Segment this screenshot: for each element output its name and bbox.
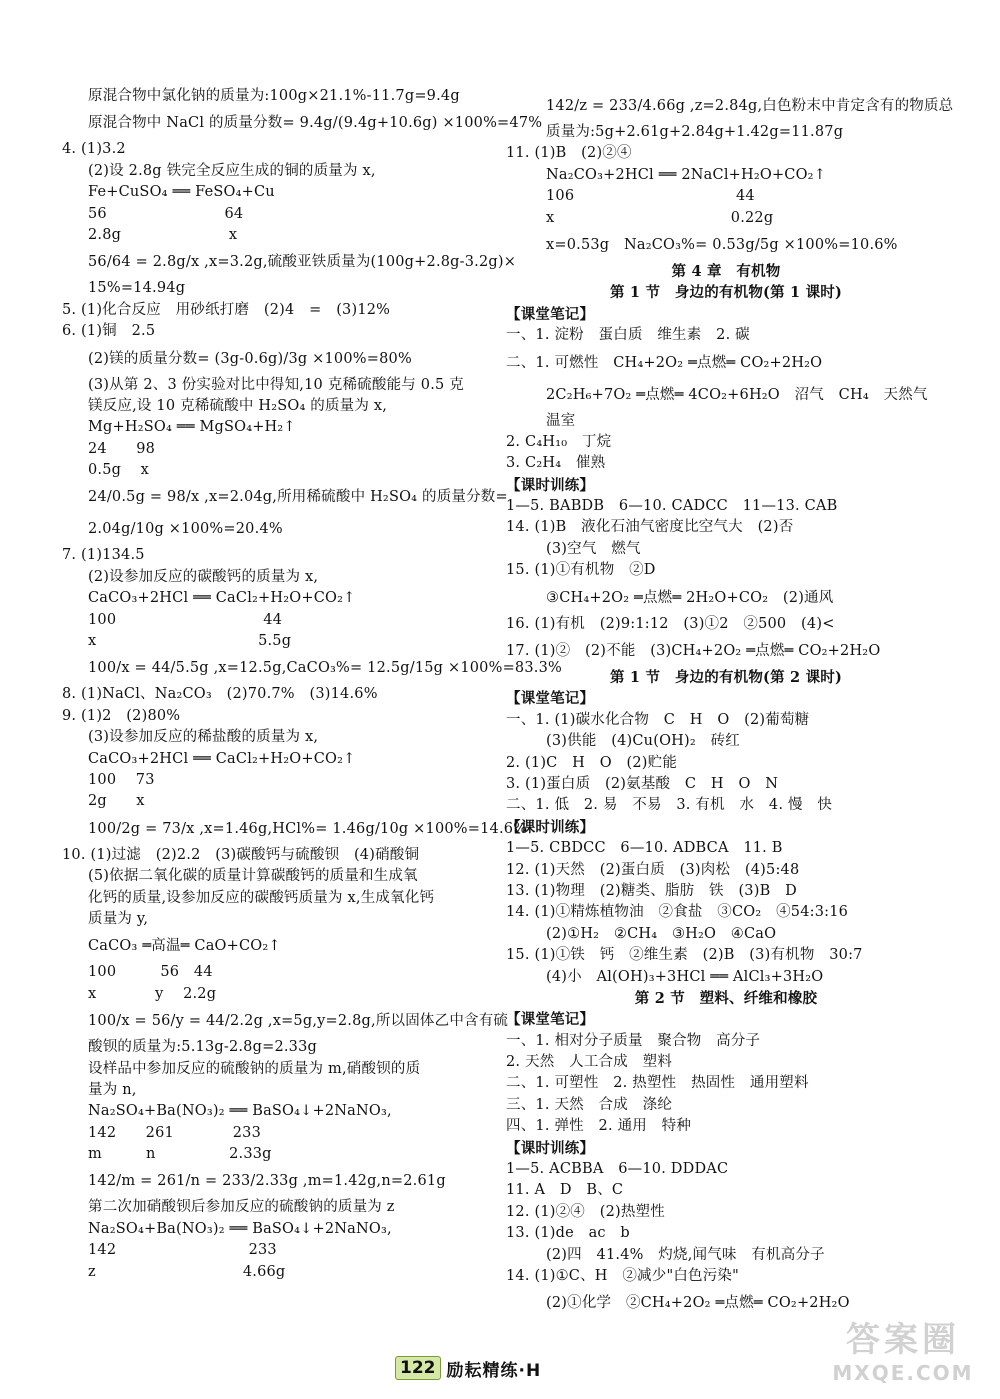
- text-line: ③CH₄+2O₂ ═点燃═ 2H₂O+CO₂ (2)通风: [546, 589, 834, 606]
- text-line: 100 44: [88, 611, 283, 628]
- text-line: 15. (1)①有机物 ②D: [506, 562, 656, 579]
- text-line: 100/2g = 73/x ,x=1.46g,HCl%= 1.46g/10g ×100%=14.6%: [88, 820, 528, 837]
- text-line: 原混合物中氯化钠的质量为:100g×21.1%-11.7g=9.4g: [88, 88, 460, 104]
- text-line: z 4.66g: [88, 1263, 286, 1280]
- subsection-label: 【课堂笔记】: [506, 305, 595, 323]
- text-line: 100/x = 56/y = 44/2.2g ,x=5g,y=2.8g,所以固体乙中含有硫: [88, 1013, 509, 1030]
- text-line: 原混合物中 NaCl 的质量分数= 9.4g/(9.4g+10.6g) ×100%=47%: [88, 115, 543, 132]
- text-line: 二、1. 可塑性 2. 热塑性 热固性 通用塑料: [506, 1075, 809, 1092]
- text-line: 15%=14.94g: [88, 280, 186, 297]
- text-line: 四、1. 弹性 2. 通用 特种: [506, 1118, 692, 1135]
- text-line: 11. (1)B (2)②④: [506, 145, 632, 162]
- text-line: (2)镁的质量分数= (3g-0.6g)/3g ×100%=80%: [88, 350, 412, 367]
- text-line: 二、1. 低 2. 易 不易 3. 有机 水 4. 慢 快: [506, 797, 833, 814]
- text-line: Mg+H₂SO₄ ══ MgSO₄+H₂↑: [88, 419, 296, 436]
- text-line: 1—5. ACBBA 6—10. DDDAC: [506, 1161, 729, 1178]
- text-line: (2)四 41.4% 灼烧,闻气味 有机高分子: [546, 1246, 825, 1263]
- watermark-text: 答案圈: [846, 1320, 960, 1360]
- subsection-label: 【课时训练】: [506, 476, 595, 494]
- section-heading: 第 2 节 塑料、纤维和橡胶: [634, 989, 818, 1007]
- text-line: Fe+CuSO₄ ══ FeSO₄+Cu: [88, 184, 275, 201]
- text-line: (2)①H₂ ②CH₄ ③H₂O ④CaO: [546, 925, 777, 942]
- subsection-label: 【课时训练】: [506, 818, 595, 836]
- text-line: 2.04g/10g ×100%=20.4%: [88, 521, 283, 538]
- text-line: 14. (1)B 液化石油气密度比空气大 (2)否: [506, 519, 794, 536]
- text-line: 15. (1)①铁 钙 ②维生素 (2)B (3)有机物 30:7: [506, 947, 863, 964]
- text-line: 酸钡的质量为:5.13g-2.8g=2.33g: [88, 1039, 318, 1056]
- text-line: 5. (1)化合反应 用砂纸打磨 (2)4 = (3)12%: [62, 301, 391, 318]
- text-line: CaCO₃+2HCl ══ CaCl₂+H₂O+CO₂↑: [88, 590, 356, 607]
- text-line: m n 2.33g: [88, 1146, 272, 1163]
- text-line: 24/0.5g = 98/x ,x=2.04g,所用稀硫酸中 H₂SO₄ 的质量分数=: [88, 489, 508, 506]
- section-heading: 第 1 节 身边的有机物(第 1 课时): [609, 284, 843, 302]
- text-line: 56/64 = 2.8g/x ,x=3.2g,硫酸亚铁质量为(100g+2.8g-3.2g)×: [88, 254, 517, 271]
- text-line: x=0.53g Na₂CO₃%= 0.53g/5g ×100%=10.6%: [546, 236, 898, 253]
- text-line: 56 64: [88, 205, 244, 222]
- watermark: [818, 1320, 988, 1395]
- text-line: 10. (1)过滤 (2)2.2 (3)碳酸钙与硫酸钡 (4)硝酸铜: [62, 846, 420, 863]
- text-line: 一、1. 相对分子质量 聚合物 高分子: [506, 1032, 761, 1049]
- text-line: 2. 天然 人工合成 塑料: [506, 1054, 673, 1071]
- text-line: (3)空气 燃气: [546, 540, 641, 557]
- text-line: 14. (1)①精炼植物油 ②食盐 ③CO₂ ④54:3:16: [506, 904, 849, 921]
- right-column: [506, 90, 954, 1319]
- watermark-url: MXQE.COM: [832, 1361, 974, 1385]
- text-line: 二、1. 可燃性 CH₄+2O₂ ═点燃═ CO₂+2H₂O: [506, 354, 823, 371]
- text-line: 质量为:5g+2.61g+2.84g+1.42g=11.87g: [546, 124, 844, 140]
- text-line: (2)设 2.8g 铁完全反应生成的铜的质量为 x,: [88, 162, 376, 179]
- text-line: 第二次加硝酸钡后参加反应的硫酸钠的质量为 z: [88, 1199, 395, 1216]
- text-line: (4)小 Al(OH)₃+3HCl ══ AlCl₃+3H₂O: [546, 968, 824, 985]
- text-line: CaCO₃+2HCl ══ CaCl₂+H₂O+CO₂↑: [88, 750, 356, 767]
- text-line: 1—5. CBDCC 6—10. ADBCA 11. B: [506, 840, 783, 857]
- text-line: 2. C₄H₁₀ 丁烷: [506, 433, 612, 450]
- subsection-label: 【课堂笔记】: [506, 690, 595, 708]
- text-line: x 0.22g: [546, 209, 774, 226]
- text-line: (2)①化学 ②CH₄+2O₂ ═点燃═ CO₂+2H₂O: [546, 1295, 850, 1312]
- text-line: 三、1. 天然 合成 涤纶: [506, 1096, 673, 1113]
- text-line: 142/z = 233/4.66g ,z=2.84g,白色粉末中肯定含有的物质总: [546, 98, 954, 114]
- text-line: 12. (1)天然 (2)蛋白质 (3)肉松 (4)5:48: [506, 861, 800, 878]
- text-line: 一、1. (1)碳水化合物 C H O (2)葡萄糖: [506, 711, 810, 728]
- page-number: 122: [395, 1356, 441, 1380]
- text-line: 质量为 y,: [88, 910, 149, 927]
- text-line: 14. (1)①C、H ②减少"白色污染": [506, 1267, 739, 1284]
- text-line: 6. (1)铜 2.5: [62, 323, 156, 340]
- text-line: (5)依据二氧化碳的质量计算碳酸钙的质量和生成氧: [88, 868, 418, 885]
- text-line: 2C₂H₆+7O₂ ═点燃═ 4CO₂+6H₂O 沼气 CH₄ 天然气: [546, 386, 928, 403]
- subsection-label: 【课时训练】: [506, 1139, 595, 1157]
- text-line: 一、1. 淀粉 蛋白质 维生素 2. 碳: [506, 327, 750, 344]
- text-line: 3. (1)蛋白质 (2)氨基酸 C H O N: [506, 775, 779, 792]
- text-line: 17. (1)② (2)不能 (3)CH₄+2O₂ ═点燃═ CO₂+2H₂O: [506, 643, 881, 660]
- text-line: 7. (1)134.5: [62, 547, 145, 564]
- text-line: 化钙的质量,设参加反应的碳酸钙质量为 x,生成氧化钙: [88, 889, 435, 906]
- text-line: (3)供能 (4)Cu(OH)₂ 砖红: [546, 733, 740, 750]
- text-line: 24 98: [88, 440, 156, 457]
- text-line: 8. (1)NaCl、Na₂CO₃ (2)70.7% (3)14.6%: [62, 686, 378, 703]
- text-line: 2. (1)C H O (2)贮能: [506, 754, 678, 771]
- text-line: 142/m = 261/n = 233/2.33g ,m=1.42g,n=2.61g: [88, 1173, 446, 1190]
- text-line: 142 261 233: [88, 1124, 262, 1141]
- text-line: Na₂SO₄+Ba(NO₃)₂ ══ BaSO₄↓+2NaNO₃,: [88, 1103, 392, 1120]
- text-line: 16. (1)有机 (2)9:1:12 (3)①2 ②500 (4)<: [506, 615, 835, 632]
- text-line: 9. (1)2 (2)80%: [62, 707, 181, 724]
- text-line: x y 2.2g: [88, 985, 217, 1002]
- text-line: (3)从第 2、3 份实验对比中得知,10 克稀硫酸能与 0.5 克: [88, 376, 464, 393]
- text-line: 4. (1)3.2: [62, 141, 126, 158]
- text-line: 镁反应,设 10 克稀硫酸中 H₂SO₄ 的质量为 x,: [88, 397, 388, 414]
- text-line: 2.8g x: [88, 226, 238, 243]
- brand-name: 励耘精练·H: [446, 1360, 542, 1381]
- text-line: 100/x = 44/5.5g ,x=12.5g,CaCO₃%= 12.5g/15g ×100%=83.3%: [88, 660, 562, 677]
- text-line: 1—5. BABDB 6—10. CADCC 11—13. CAB: [506, 498, 838, 515]
- text-line: Na₂CO₃+2HCl ══ 2NaCl+H₂O+CO₂↑: [546, 166, 827, 183]
- text-line: 量为 n,: [88, 1081, 137, 1098]
- text-line: 100 73: [88, 771, 155, 788]
- text-line: 106 44: [546, 188, 755, 205]
- text-line: Na₂SO₄+Ba(NO₃)₂ ══ BaSO₄↓+2NaNO₃,: [88, 1220, 392, 1237]
- chapter-heading: 第 4 章 有机物: [671, 262, 781, 280]
- text-line: (2)设参加反应的碳酸钙的质量为 x,: [88, 568, 319, 585]
- text-line: 13. (1)de ac b: [506, 1225, 630, 1242]
- text-line: 温室: [546, 412, 576, 429]
- subsection-label: 【课堂笔记】: [506, 1011, 595, 1029]
- text-line: 100 56 44: [88, 964, 213, 981]
- text-line: 设样品中参加反应的硫酸钠的质量为 m,硝酸钡的质: [88, 1060, 421, 1077]
- page-footer: [395, 1355, 595, 1381]
- text-line: 0.5g x: [88, 462, 150, 479]
- text-line: 11. A D B、C: [506, 1182, 624, 1199]
- text-line: 3. C₂H₄ 催熟: [506, 455, 606, 472]
- text-line: 13. (1)物理 (2)糖类、脂肪 铁 (3)B D: [506, 882, 797, 899]
- text-line: CaCO₃ ═高温═ CaO+CO₂↑: [88, 938, 281, 955]
- section-heading: 第 1 节 身边的有机物(第 2 课时): [609, 669, 843, 687]
- text-line: (3)设参加反应的稀盐酸的质量为 x,: [88, 729, 319, 746]
- text-line: 12. (1)②④ (2)热塑性: [506, 1203, 665, 1220]
- text-line: x 5.5g: [88, 633, 292, 650]
- text-line: 2g x: [88, 793, 145, 810]
- text-line: 142 233: [88, 1242, 277, 1259]
